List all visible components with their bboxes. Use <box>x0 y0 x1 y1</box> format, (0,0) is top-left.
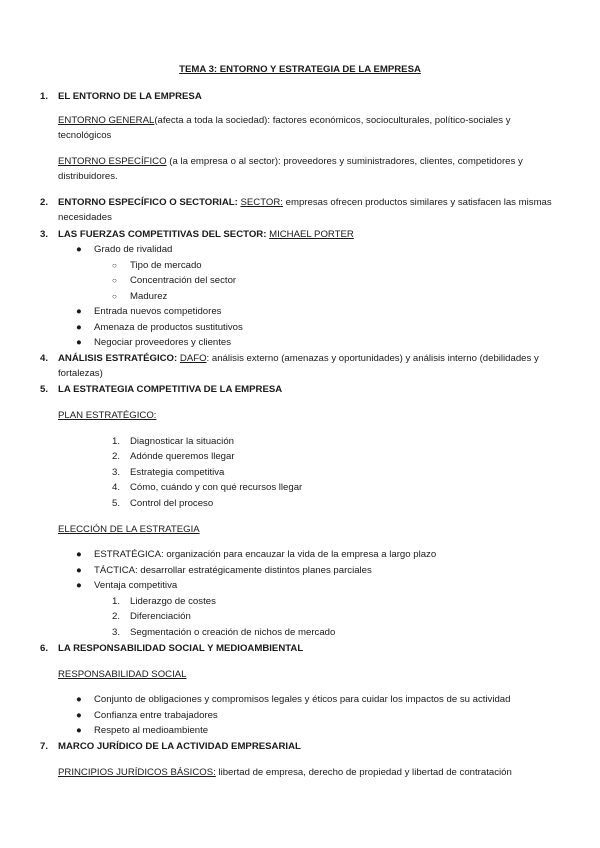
section-5-number: 5. <box>40 384 49 395</box>
bullet-icon: ● <box>76 549 82 560</box>
plan-item: Diagnosticar la situación <box>130 436 234 447</box>
section-1-number: 1. <box>40 91 49 102</box>
amenaza-sustitutivos-item: Amenaza de productos sustitutivos <box>94 322 243 333</box>
sector-label: SECTOR: <box>240 197 283 208</box>
bullet-icon: ● <box>76 306 82 317</box>
entorno-especifico-text: (a la empresa o al sector): proveedores y suministradores, clientes, competidores y <box>166 156 523 167</box>
entrada-competidores-item: Entrada nuevos competidores <box>94 306 222 317</box>
section-2-line <box>58 196 558 209</box>
section-2-number: 2. <box>40 197 49 208</box>
rivalidad-item: Grado de rivalidad <box>94 244 173 255</box>
plan-item: Cómo, cuándo y con qué recursos llegar <box>130 482 303 493</box>
concentracion-item: Concentración del sector <box>130 275 237 286</box>
plan-item: Control del proceso <box>130 498 214 509</box>
ventaja-competitiva-item: Ventaja competitiva <box>94 580 178 591</box>
section-3-heading: LAS FUERZAS COMPETITIVAS DEL SECTOR: <box>58 229 267 240</box>
ventaja-item: Diferenciación <box>130 611 191 622</box>
section-7-number: 7. <box>40 741 49 752</box>
plan-number: 5. <box>112 498 121 509</box>
section-4-number: 4. <box>40 353 49 364</box>
sector-text-cont: necesidades <box>58 212 112 223</box>
plan-number: 2. <box>112 451 121 462</box>
entorno-general-paragraph <box>58 114 558 127</box>
plan-estrategico-label: PLAN ESTRATÉGICO: <box>58 410 157 421</box>
principios-juridicos-text: libertad de empresa, derecho de propiedad y libertad de contratación <box>215 767 512 778</box>
section-3-number: 3. <box>40 229 49 240</box>
ventaja-number: 2. <box>112 611 121 622</box>
principios-juridicos-line <box>58 766 558 779</box>
section-2-heading: ENTORNO ESPECÍFICO O SECTORIAL: <box>58 197 238 208</box>
entorno-general-text-cont: tecnológicos <box>58 130 112 141</box>
bullet-icon: ● <box>76 322 82 333</box>
document-title: TEMA 3: ENTORNO Y ESTRATEGIA DE LA EMPRESA <box>179 64 421 75</box>
entorno-especifico-paragraph <box>58 155 558 168</box>
estrategica-item: ESTRATÉGICA: organización para encauzar la vida de la empresa a largo plazo <box>94 549 437 560</box>
section-7-heading: MARCO JURÍDICO DE LA ACTIVIDAD EMPRESARIAL <box>58 741 301 752</box>
plan-item: Estrategia competitiva <box>130 467 225 478</box>
tactica-item: TÁCTICA: desarrollar estratégicamente distintos planes parciales <box>94 565 372 576</box>
section-4-heading: ANÁLISIS ESTRATÉGICO: <box>58 353 178 364</box>
dafo-text-cont: fortalezas) <box>58 368 103 379</box>
section-5-heading: LA ESTRATEGIA COMPETITIVA DE LA EMPRESA <box>58 384 283 395</box>
plan-number: 3. <box>112 467 121 478</box>
entorno-general-text: (afecta a toda la sociedad): factores económicos, socioculturales, político-sociales y <box>154 115 511 126</box>
medioambiente-item: Respeto al medioambiente <box>94 725 209 736</box>
dafo-text: : análisis externo (amenazas y oportunidades) y análisis interno (debilidades y <box>206 353 539 364</box>
plan-item: Adónde queremos llegar <box>130 451 235 462</box>
bullet-icon: ● <box>76 337 82 348</box>
circle-bullet-icon: ○ <box>112 276 117 285</box>
negociar-item: Negociar proveedores y clientes <box>94 337 232 348</box>
dafo-label: DAFO <box>179 353 207 364</box>
plan-number: 4. <box>112 482 121 493</box>
bullet-icon: ● <box>76 244 82 255</box>
principios-juridicos-label: PRINCIPIOS JURÍDICOS BÁSICOS: <box>58 767 216 778</box>
bullet-icon: ● <box>76 710 82 721</box>
ventaja-item: Segmentación o creación de nichos de mercado <box>130 627 336 638</box>
entorno-general-label: ENTORNO GENERAL <box>58 115 155 126</box>
circle-bullet-icon: ○ <box>112 261 117 270</box>
entorno-especifico-label: ENTORNO ESPECÍFICO <box>58 156 167 167</box>
obligaciones-item: Conjunto de obligaciones y compromisos legales y éticos para cuidar los impactos de su actividad <box>94 694 511 705</box>
entorno-especifico-text-cont: distribuidores. <box>58 171 118 182</box>
responsabilidad-social-label: RESPONSABILIDAD SOCIAL <box>58 669 187 680</box>
porter-label: MICHAEL PORTER <box>269 229 354 240</box>
bullet-icon: ● <box>76 580 82 591</box>
section-1-heading: EL ENTORNO DE LA EMPRESA <box>58 91 202 102</box>
bullet-icon: ● <box>76 725 82 736</box>
tipo-mercado-item: Tipo de mercado <box>130 260 202 271</box>
section-3-line <box>58 228 354 241</box>
plan-number: 1. <box>112 436 121 447</box>
ventaja-item: Liderazgo de costes <box>130 596 216 607</box>
section-4-line <box>58 352 568 365</box>
madurez-item: Madurez <box>130 291 168 302</box>
section-6-number: 6. <box>40 643 49 654</box>
circle-bullet-icon: ○ <box>112 292 117 301</box>
sector-text: empresas ofrecen productos similares y satisfacen las mismas <box>282 197 552 208</box>
bullet-icon: ● <box>76 694 82 705</box>
eleccion-estrategia-label: ELECCIÓN DE LA ESTRATEGIA <box>58 524 200 535</box>
ventaja-number: 3. <box>112 627 121 638</box>
bullet-icon: ● <box>76 565 82 576</box>
confianza-item: Confianza entre trabajadores <box>94 710 218 721</box>
ventaja-number: 1. <box>112 596 121 607</box>
section-6-heading: LA RESPONSABILIDAD SOCIAL Y MEDIOAMBIENTAL <box>58 643 304 654</box>
